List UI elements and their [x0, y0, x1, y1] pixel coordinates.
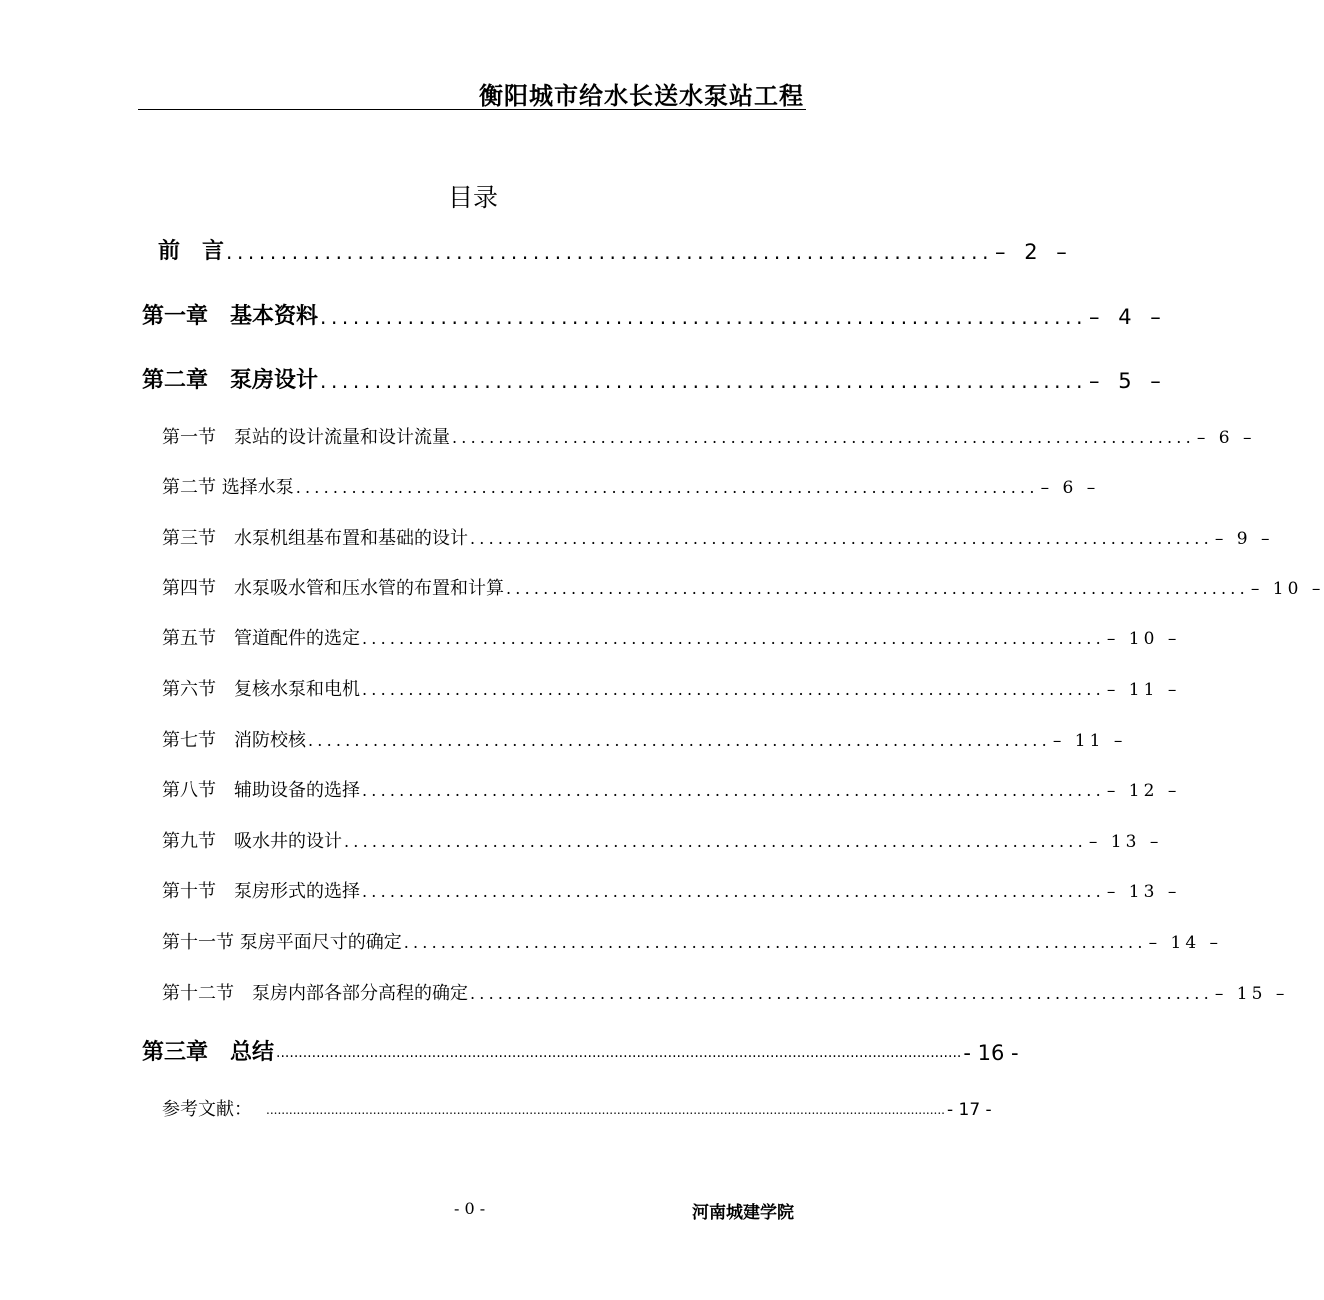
toc-entry-page: – 11 – [1052, 731, 1127, 751]
toc-entry-page: – 10 – [1250, 579, 1324, 599]
toc-entry-section4[interactable] [162, 575, 1324, 603]
toc-entry-section12[interactable] [162, 980, 1289, 1008]
footer-school-name: 河南城建学院 [692, 1203, 794, 1223]
toc-entry-section8[interactable] [162, 777, 1181, 805]
toc-entry-label: 第十节 泵房形式的选择 [162, 881, 360, 902]
toc-entry-page: – 5 – [1089, 369, 1167, 393]
toc-leader: ................................................................................ [470, 529, 1213, 548]
toc-leader: ................................................................................ [362, 680, 1105, 699]
toc-entry-page: – 13 – [1088, 832, 1163, 852]
toc-entry-page: – 11 – [1106, 680, 1181, 700]
toc-entry-label: 第十一节 泵房平面尺寸的确定 [162, 932, 402, 953]
toc-entry-page: – 10 – [1106, 629, 1181, 649]
toc-entry-preface[interactable] [158, 236, 1073, 268]
toc-entry-label: 第三章 总结 [142, 1040, 275, 1065]
toc-leader: ...................................................................... [320, 305, 1088, 329]
toc-entry-section7[interactable] [162, 727, 1127, 755]
toc-entry-section10[interactable] [162, 878, 1181, 906]
toc-entry-label: 第八节 辅助设备的选择 [162, 780, 360, 801]
toc-entry-page: – 13 – [1106, 882, 1181, 902]
toc-entry-chapter2[interactable] [142, 365, 1167, 397]
toc-leader: .......................................................................................................................................................... [276, 1045, 962, 1061]
toc-entry-page: – 15 – [1214, 984, 1289, 1004]
toc-entry-page: - 17 - [946, 1100, 992, 1120]
toc-leader: ................................................................................ [344, 832, 1087, 851]
toc-entry-references[interactable] [162, 1096, 992, 1124]
toc-entry-section11[interactable] [162, 929, 1223, 957]
toc-leader: ................................................................................ [470, 984, 1213, 1003]
toc-entry-page: – 9 – [1214, 529, 1274, 549]
toc-entry-label: 第六节 复核水泵和电机 [162, 679, 360, 700]
toc-entry-chapter3[interactable] [142, 1037, 1019, 1069]
toc-entry-label: 第十二节 泵房内部各部分高程的确定 [162, 983, 468, 1004]
toc-entry-section5[interactable] [162, 625, 1181, 653]
toc-entry-page: – 6 – [1196, 428, 1256, 448]
toc-leader: .................................................................................................................................................................................. [266, 1103, 945, 1117]
toc-entry-label: 第二节 选择水泵 [162, 477, 294, 498]
toc-entry-label: 前 言 [158, 239, 225, 264]
toc-leader: ...................................................................... [320, 369, 1088, 393]
toc-leader: ...................................................................... [226, 240, 994, 264]
toc-entry-label: 第二章 泵房设计 [142, 368, 319, 393]
header-rule [138, 109, 806, 110]
footer-page-number: - 0 - [454, 1199, 486, 1218]
toc-entry-page: – 2 – [995, 240, 1073, 264]
toc-entry-page: – 6 – [1040, 478, 1100, 498]
toc-leader: ................................................................................ [506, 579, 1249, 598]
toc-entry-page: – 14 – [1148, 933, 1223, 953]
toc-leader: ................................................................................ [452, 428, 1195, 447]
toc-leader: ................................................................................ [403, 933, 1147, 952]
toc-entry-label: 第一章 基本资料 [142, 304, 319, 329]
toc-entry-label: 第一节 泵站的设计流量和设计流量 [162, 427, 450, 448]
toc-leader: ................................................................................ [362, 882, 1105, 901]
toc-entry-label: 第四节 水泵吸水管和压水管的布置和计算 [162, 578, 504, 599]
toc-entry-section9[interactable] [162, 828, 1163, 856]
toc-entry-section2[interactable] [162, 474, 1100, 502]
toc-entry-page: – 12 – [1106, 781, 1181, 801]
toc-leader: ................................................................................ [362, 629, 1105, 648]
toc-entry-section1[interactable] [162, 424, 1256, 452]
toc-leader: ................................................................................ [362, 781, 1105, 800]
toc-entry-section3[interactable] [162, 525, 1274, 553]
toc-entry-label: 参考文献： [162, 1099, 252, 1120]
toc-heading: 目录 [447, 183, 498, 212]
toc-leader: ................................................................................ [295, 478, 1039, 497]
toc-entry-section6[interactable] [162, 676, 1181, 704]
toc-entry-page: - 16 - [963, 1041, 1019, 1065]
header-title: 衡阳城市给水长送水泵站工程 [479, 82, 804, 110]
toc-entry-label: 第五节 管道配件的选定 [162, 628, 360, 649]
toc-leader: ................................................................................ [308, 731, 1051, 750]
toc-entry-label: 第七节 消防校核 [162, 730, 306, 751]
toc-entry-label: 第九节 吸水井的设计 [162, 831, 342, 852]
toc-entry-label: 第三节 水泵机组基布置和基础的设计 [162, 528, 468, 549]
toc-entry-chapter1[interactable] [142, 301, 1167, 333]
toc-entry-page: – 4 – [1089, 305, 1167, 329]
